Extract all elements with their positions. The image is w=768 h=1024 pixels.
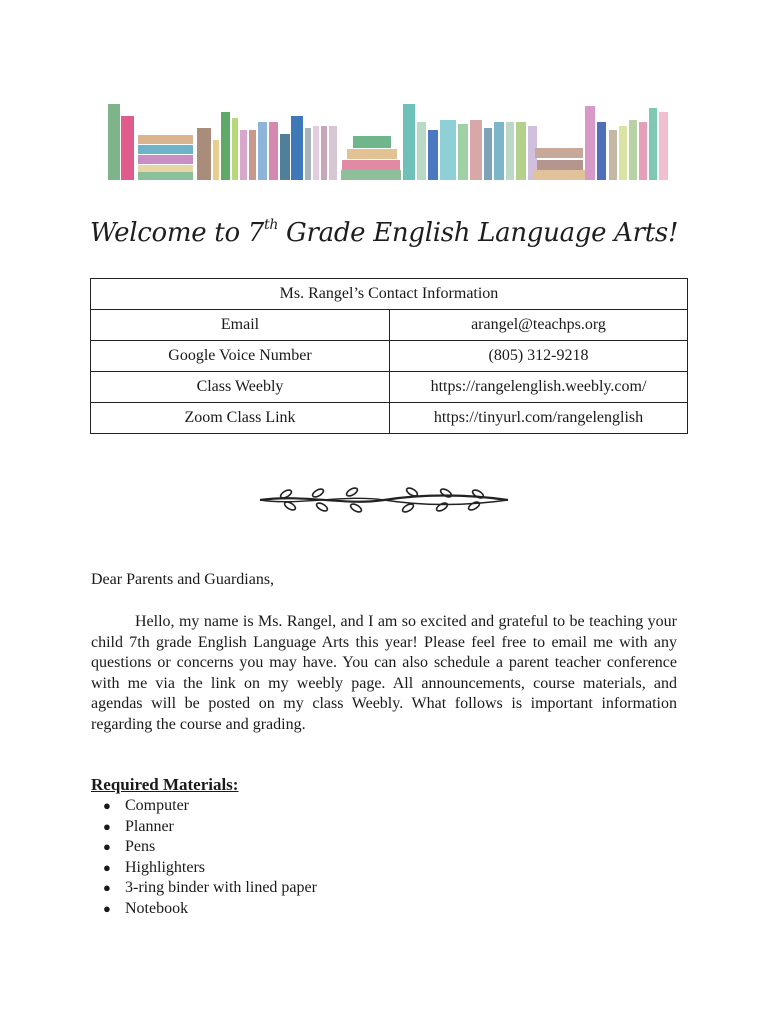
contact-table-heading: Ms. Rangel’s Contact Information xyxy=(91,279,688,310)
bullet-icon: ● xyxy=(103,859,111,875)
list-item: ● 3-ring binder with lined paper xyxy=(91,878,317,899)
list-item: ● Planner xyxy=(91,817,317,838)
contact-value-phone: (805) 312-9218 xyxy=(390,341,688,372)
list-item: ● Highlighters xyxy=(91,858,317,879)
contact-label: Class Weebly xyxy=(91,372,390,403)
contact-value-email[interactable]: arangel@teachps.org xyxy=(390,310,688,341)
table-row xyxy=(91,372,688,403)
list-item: ● Notebook xyxy=(91,899,317,920)
letter-salutation: Dear Parents and Guardians, xyxy=(91,571,275,588)
table-row xyxy=(91,403,688,434)
bullet-icon: ● xyxy=(103,798,111,813)
table-header-row xyxy=(91,279,688,310)
contact-label: Zoom Class Link xyxy=(91,403,390,434)
required-materials-heading: Required Materials: xyxy=(91,775,239,794)
contact-label: Email xyxy=(91,310,390,341)
letter-body-paragraph: Hello, my name is Ms. Rangel, and I am so excited and grateful to be teaching your child 7th grade English Language Arts this year! Please feel free to email me with any questions or concerns you may have. You can also schedule a parent teacher conference with me via the link on my weebly page. All announcements, course materials, and agendas will be posted on my class Weebly. What follows is important information regarding the course and grading. xyxy=(91,613,677,733)
table-row xyxy=(91,341,688,372)
contact-label: Google Voice Number xyxy=(91,341,390,372)
list-item: ● Pens xyxy=(91,837,317,858)
bullet-icon: ● xyxy=(103,880,111,895)
contact-value-weebly[interactable]: https://rangelenglish.weebly.com/ xyxy=(390,372,688,403)
page-title: Welcome to 7th Grade English Language Arts! xyxy=(89,217,679,248)
bullet-icon: ● xyxy=(103,818,111,834)
list-item: ● Computer xyxy=(91,796,317,817)
bookshelf-banner-icon xyxy=(105,100,670,182)
table-row xyxy=(91,310,688,341)
bullet-icon: ● xyxy=(103,900,111,916)
contact-value-zoom[interactable]: https://tinyurl.com/rangelenglish xyxy=(390,403,688,434)
bullet-icon: ● xyxy=(103,839,111,854)
contact-info-table xyxy=(90,278,688,434)
required-materials-list xyxy=(91,796,317,919)
laurel-divider-icon xyxy=(256,484,512,516)
